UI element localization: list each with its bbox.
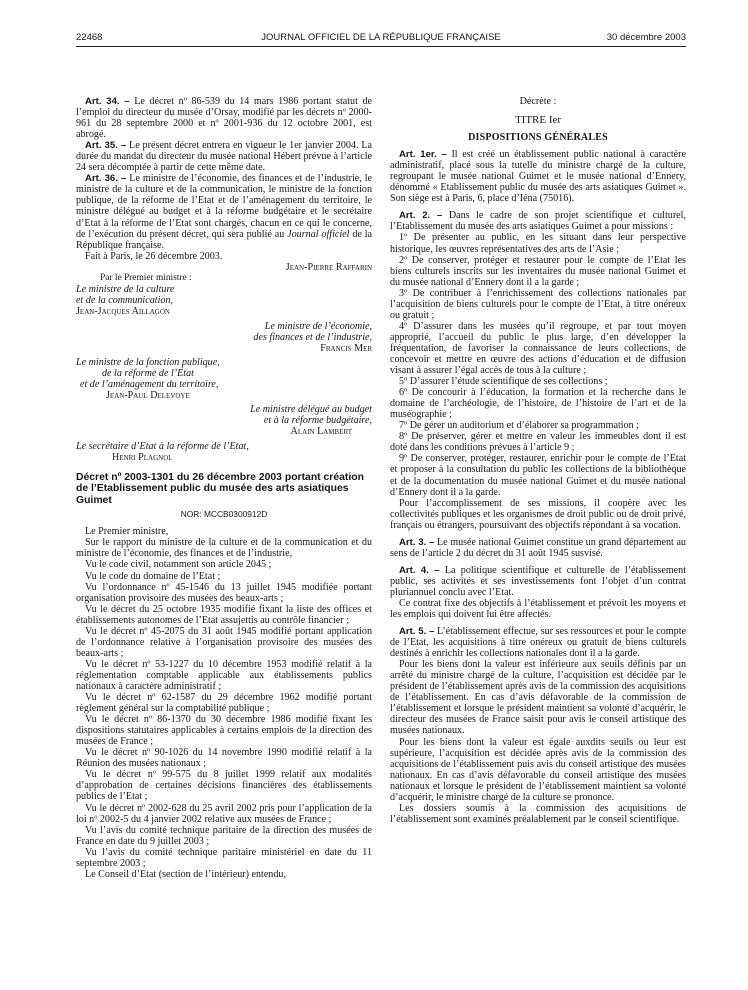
eco-role-1: Le ministre de l’économie,	[264, 320, 372, 332]
fp-role-3: et de l’aménagement du territoire,	[80, 379, 219, 391]
fait-a-paris: Fait à Paris, le 26 décembre 2003.	[85, 250, 223, 262]
budget-role-2: et à la réforme budgétaire,	[263, 415, 372, 427]
page-header	[76, 30, 686, 47]
titre-1: TITRE Ier	[514, 114, 562, 127]
article-5-dossiers: Les dossiers soumis à la commission des acquisitions de l’établissement sont examinés préalablement par le conseil scientifique.	[390, 802, 686, 825]
visa-code-civil: Vu le code civil, notamment son article 2045 ;	[85, 559, 272, 571]
mission-1: 1º De présenter au public, en les situant dans leur perspective historique, les œuvres représentatives des arts de l’Asie ;	[390, 232, 686, 255]
visa-decret-1953: Vu le décret nº 53-1227 du 10 décembre 1953 modifié relatif à la réglementation comptable applicable aux établissements publics nationaux à caractère administratif ;	[76, 658, 372, 692]
publication-date: 30 décembre 2003	[606, 32, 686, 43]
mission-7: 7º De gérer un auditorium et d’élaborer sa programmation ;	[399, 420, 639, 432]
culture-role-2: et de la communication,	[76, 294, 173, 306]
signature-eco: Francis Mer	[320, 343, 372, 355]
visa-code-domaine: Vu le code du domaine de l’Etat ;	[85, 570, 221, 582]
visa-avis-ctp-ministeriel: Vu l’avis du comité technique paritaire ministériel en date du 11 septembre 2003 ;	[76, 846, 372, 869]
mission-2: 2º De conserver, protéger et restaurer pour le compte de l’Etat les biens culturels inscrits sur les inventaires du musée national Guimet et du musée national d’Ennery dont il a la garde ;	[390, 254, 686, 288]
fp-role-1: Le ministre de la fonction publique,	[76, 357, 220, 369]
dispositions-generales: DISPOSITIONS GÉNÉRALES	[468, 132, 608, 144]
article-35: Art. 35. – Le présent décret entrera en vigueur le 1er janvier 2004. La durée du mandat du directeur du musée national Hébert prévue à l’article 24 sera décomptée à partir de cette même date.	[76, 140, 372, 174]
mission-8: 8º De préserver, gérer et mettre en valeur les immeubles dont il est doté dans les conditions prévues à l’article 9 ;	[390, 431, 686, 454]
left-column	[76, 96, 372, 880]
signature-se: Henri Plagnol	[112, 452, 173, 464]
par-le-premier-ministre: Par le Premier ministre :	[100, 272, 192, 283]
article-4: Art. 4. – La politique scientifique et culturelle de l’établissement public, ses activités et ses investissements font l’objet d’un contrat pluriannuel conclu avec l’Etat.	[390, 564, 686, 598]
decree-title: Décret nº 2003-1301 du 26 décembre 2003 portant création de l’Etablissement public du musée des arts asiatiques Guimet	[76, 471, 364, 506]
eco-role-2: des finances et de l’industrie,	[253, 331, 372, 343]
article-4-contrat: Ce contrat fixe des objectifs à l’établissement et prévoit les moyens et les emplois qui doivent lui être affectés.	[390, 597, 686, 621]
mission-5: 5º D’assurer l’étude scientifique de ses collections ;	[399, 376, 608, 388]
article-5-seuils-superieurs: Pour les biens dont la valeur est égale auxdits seuils ou leur est supérieure, l’acquisition est décidée après avis de la commission des acquisitions de l’établissement puis avis du conseil artistique des musées nationaux. En cas d’avis défavorable du conseil artistique des musées nationaux et lorsque le président de l’établissement maintient sa volonté d’acquérir, le ministre chargé de la culture se prononce.	[390, 736, 686, 803]
visa-avis-ctp-dmf: Vu l’avis du comité technique paritaire de la direction des musées de France en date du 9 juillet 2003 ;	[76, 824, 372, 847]
right-column	[390, 96, 686, 825]
journal-title: JOURNAL OFFICIEL DE LA RÉPUBLIQUE FRANÇAISE	[261, 32, 501, 43]
article-1: Art. 1er. – Il est créé un établissement public national à caractère administratif, placé sous la tutelle du ministre chargé de la culture, regroupant le musée national Guimet et le musée national d’Ennery, dénommé « Etablissement public du musée des arts asiatiques Guimet ». Son siège est à Paris, 6, place d’Iéna (75016).	[390, 149, 686, 205]
culture-role-1: Le ministre de la culture	[76, 283, 175, 295]
article-5-seuils-inferieurs: Pour les biens dont la valeur est inférieure aux seuils définis par un arrêté du ministre chargé de la culture, l’acquisition est décidée par le président de l’établissement après avis de la commission des acquisitions de l’établissement. En cas d’avis défavorable de la commission de l’établissement et lorsque le président maintient sa volonté d’acquérir, le directeur des musées de France saisit pour avis le conseil artistique des musées nationaux.	[390, 659, 686, 737]
mission-9: 9º De conserver, protéger, restaurer, enrichir pour le compte de l’Etat et proposer à la consultation du public les collections de la bibliothèque et de la documentation du musée national Guimet et du musée national d’Ennery dont il a la garde.	[390, 453, 686, 498]
visa-decret-1935: Vu le décret du 25 octobre 1935 modifié fixant la liste des offices et établissements autonomes de l’Etat assujettis au contrôle financier ;	[76, 603, 372, 626]
se-role: Le secrétaire d’Etat à la réforme de l’Etat,	[76, 441, 249, 453]
visa-decret-1962: Vu le décret nº 62-1587 du 29 décembre 1962 modifié portant règlement général sur la comptabilité publique ;	[76, 692, 372, 715]
mission-3: 3º De contribuer à l’enrichissement des collections nationales par l’acquisition de biens culturels pour le compte de l’Etat, à titre onéreux ou gratuit ;	[390, 287, 686, 321]
visa-conseil-etat: Le Conseil d’Etat (section de l’intérieur) entendu,	[85, 868, 286, 880]
visa-decret-1945: Vu le décret nº 45-2075 du 31 août 1945 modifié portant application de l’ordonnance relative à l’organisation provisoire des musées des beaux-arts ;	[76, 625, 372, 659]
visa-ordonnance-1945: Vu l’ordonnance nº 45-1546 du 13 juillet 1945 modifiée portant organisation provisoire des musées des beaux-arts ;	[76, 581, 372, 604]
visa-premier-ministre: Le Premier ministre,	[85, 526, 169, 538]
page-number: 22468	[76, 32, 103, 43]
signature-pm: Jean-Pierre Raffarin	[285, 261, 372, 273]
signature-budget: Alain Lambert	[290, 426, 352, 438]
mission-4: 4º D’assurer dans les musées qu’il regroupe, et par tout moyen approprié, l’accueil du public le plus large, d’en développer la fréquentation, de favoriser la connaissance de leurs collections, de concevoir et mettre en œuvre des actions d’éducation et de diffusion visant à assurer l’égal accès de tous à la culture ;	[390, 320, 686, 377]
budget-role-1: Le ministre délégué au budget	[250, 404, 372, 416]
article-36: Art. 36. – Le ministre de l’économie, des finances et de l’industrie, le ministre de la culture et de la communication, le ministre de la fonction publique, de la réforme de l’Etat et de l’aménagement du territoire, le ministre délégué au budget et à la réforme budgétaire et le secrétaire d’Etat à la réforme de l’Etat sont chargés, chacun en ce qui le concerne, de l’exécution du présent décret, qui sera publié au Journal officiel de la République française.	[76, 173, 373, 251]
signature-fp: Jean-Paul Delevoye	[106, 390, 190, 402]
nor-reference: NOR: MCCB0300912D	[180, 509, 268, 520]
decrete: Décrète :	[519, 96, 557, 107]
fp-role-2: de la réforme de l’Etat	[102, 368, 194, 380]
article-5: Art. 5. – L’établissement effectue, sur ses ressources et pour le compte de l’Etat, les acquisitions à titre onéreux ou gratuit de biens culturels destinés à enrichir les collections nationales dont il a la garde.	[390, 626, 686, 660]
visa-rapport: Sur le rapport du ministre de la culture et de la communication et du ministre de l’économie, des finances et de l’industrie,	[76, 537, 372, 560]
article-3: Art. 3. – Le musée national Guimet constitue un grand département au sens de l’article 2 du décret du 31 août 1945 susvisé.	[390, 536, 686, 559]
visa-decret-1999: Vu le décret nº 99-575 du 8 juillet 1999 relatif aux modalités d’approbation de certaines décisions financières des établissements publics de l’Etat ;	[76, 769, 372, 803]
cooperation: Pour l’accomplissement de ses missions, il coopère avec les collectivités publiques et les organismes de droit public ou de droit privé, français ou étrangers, poursuivant des objectifs répondant à sa vocation.	[390, 497, 686, 531]
article-2: Art. 2. – Dans le cadre de son projet scientifique et culturel, l’Etablissement du musée des arts asiatiques Guimet a pour missions :	[390, 210, 686, 233]
visa-decret-1990: Vu le décret nº 90-1026 du 14 novembre 1990 modifié relatif à la Réunion des musées nationaux ;	[76, 747, 372, 770]
signature-culture: Jean-Jacques Aillagon	[76, 305, 170, 317]
visa-decret-2002: Vu le décret nº 2002-628 du 25 avril 2002 pris pour l’application de la loi nº 2002-5 du 4 janvier 2002 relative aux musées de France ;	[76, 802, 372, 825]
article-34: Art. 34. – Le décret nº 86-539 du 14 mars 1986 portant statut de l’emploi du directeur du musée d’Orsay, modifié par les décrets nº 2000-961 du 28 septembre 2000 et nº 2001-936 du 12 octobre 2001, est abrogé.	[76, 96, 373, 141]
visa-decret-1986: Vu le décret nº 86-1370 du 30 décembre 1986 modifié fixant les dispositions statutaires applicables à certains emplois de la direction des musées de France ;	[76, 714, 372, 748]
mission-6: 6º De concourir à l’éducation, la formation et la recherche dans le domaine de l’archéologie, de l’histoire, de l’histoire de l’art et de la muséographie ;	[390, 387, 686, 421]
